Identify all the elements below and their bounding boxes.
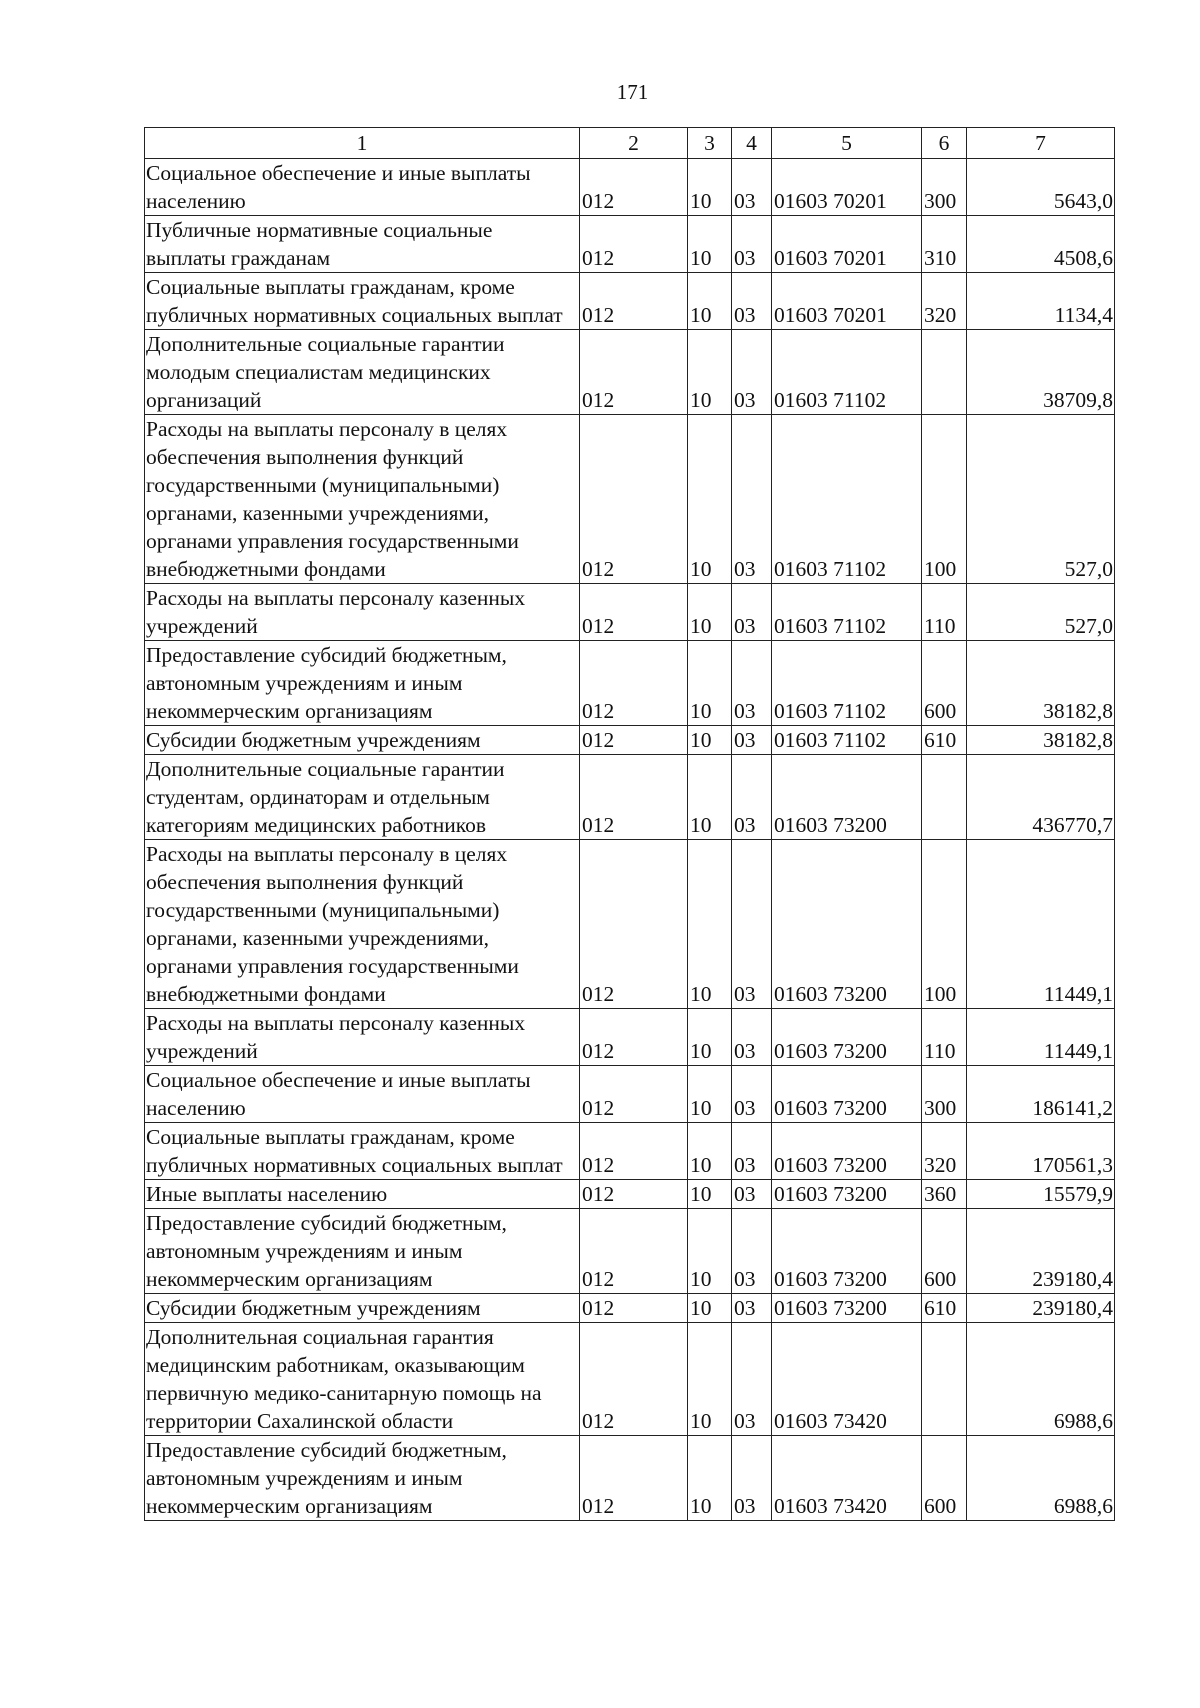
cell-col-6: 300 bbox=[922, 1066, 967, 1123]
header-col-5: 5 bbox=[772, 128, 922, 159]
table-body bbox=[145, 159, 1115, 1521]
cell-col-6: 610 bbox=[922, 726, 967, 755]
cell-col-4: 03 bbox=[732, 726, 772, 755]
page-number: 171 bbox=[616, 80, 649, 104]
cell-col-4: 03 bbox=[732, 1066, 772, 1123]
header-row bbox=[145, 128, 1115, 159]
cell-col-3: 10 bbox=[688, 1180, 732, 1209]
cell-amount: 436770,7 bbox=[967, 755, 1115, 840]
cell-col-6 bbox=[922, 1323, 967, 1436]
table-row bbox=[145, 641, 1115, 726]
table-row bbox=[145, 1009, 1115, 1066]
cell-amount: 38709,8 bbox=[967, 330, 1115, 415]
cell-name: Расходы на выплаты персоналу казенных учреждений bbox=[145, 1009, 580, 1066]
cell-amount: 527,0 bbox=[967, 584, 1115, 641]
cell-name: Социальное обеспечение и иные выплаты населению bbox=[145, 1066, 580, 1123]
header-col-4: 4 bbox=[732, 128, 772, 159]
cell-col-4: 03 bbox=[732, 1009, 772, 1066]
cell-col-3: 10 bbox=[688, 1436, 732, 1521]
header-col-6: 6 bbox=[922, 128, 967, 159]
cell-amount: 239180,4 bbox=[967, 1209, 1115, 1294]
cell-col-5: 01603 70201 bbox=[772, 159, 922, 216]
table-row bbox=[145, 755, 1115, 840]
cell-col-2: 012 bbox=[580, 159, 688, 216]
cell-col-2: 012 bbox=[580, 726, 688, 755]
cell-col-6 bbox=[922, 755, 967, 840]
cell-col-5: 01603 71102 bbox=[772, 330, 922, 415]
cell-col-6: 600 bbox=[922, 641, 967, 726]
table-row bbox=[145, 415, 1115, 584]
cell-col-3: 10 bbox=[688, 1009, 732, 1066]
cell-col-5: 01603 71102 bbox=[772, 641, 922, 726]
cell-col-5: 01603 71102 bbox=[772, 584, 922, 641]
cell-col-4: 03 bbox=[732, 1436, 772, 1521]
cell-col-4: 03 bbox=[732, 840, 772, 1009]
cell-col-3: 10 bbox=[688, 330, 732, 415]
table-row bbox=[145, 584, 1115, 641]
cell-col-3: 10 bbox=[688, 273, 732, 330]
cell-col-2: 012 bbox=[580, 1123, 688, 1180]
cell-col-6 bbox=[922, 330, 967, 415]
cell-col-3: 10 bbox=[688, 1294, 732, 1323]
cell-amount: 1134,4 bbox=[967, 273, 1115, 330]
cell-col-4: 03 bbox=[732, 330, 772, 415]
cell-col-4: 03 bbox=[732, 159, 772, 216]
cell-col-3: 10 bbox=[688, 216, 732, 273]
cell-name: Расходы на выплаты персоналу в целях обеспечения выполнения функций государственными (муниципальными) органами, казенными учреждениями, органами управления государственными внебюджетными фондами bbox=[145, 415, 580, 584]
cell-col-2: 012 bbox=[580, 755, 688, 840]
cell-col-6: 610 bbox=[922, 1294, 967, 1323]
cell-col-4: 03 bbox=[732, 1323, 772, 1436]
cell-col-6: 360 bbox=[922, 1180, 967, 1209]
header-col-2: 2 bbox=[580, 128, 688, 159]
cell-name: Дополнительные социальные гарантии молодым специалистам медицинских организаций bbox=[145, 330, 580, 415]
table-row bbox=[145, 159, 1115, 216]
cell-col-6: 110 bbox=[922, 584, 967, 641]
cell-col-3: 10 bbox=[688, 840, 732, 1009]
cell-col-4: 03 bbox=[732, 216, 772, 273]
cell-col-5: 01603 71102 bbox=[772, 726, 922, 755]
cell-col-5: 01603 73200 bbox=[772, 1294, 922, 1323]
cell-name: Социальные выплаты гражданам, кроме публичных нормативных социальных выплат bbox=[145, 1123, 580, 1180]
table-header bbox=[145, 128, 1115, 159]
header-col-3: 3 bbox=[688, 128, 732, 159]
cell-col-4: 03 bbox=[732, 415, 772, 584]
cell-amount: 4508,6 bbox=[967, 216, 1115, 273]
cell-col-3: 10 bbox=[688, 584, 732, 641]
cell-col-2: 012 bbox=[580, 1209, 688, 1294]
cell-col-6: 100 bbox=[922, 415, 967, 584]
cell-col-5: 01603 73200 bbox=[772, 755, 922, 840]
cell-amount: 6988,6 bbox=[967, 1436, 1115, 1521]
cell-col-5: 01603 73200 bbox=[772, 840, 922, 1009]
table-row bbox=[145, 1209, 1115, 1294]
cell-col-6: 600 bbox=[922, 1436, 967, 1521]
cell-col-4: 03 bbox=[732, 1123, 772, 1180]
cell-col-2: 012 bbox=[580, 641, 688, 726]
cell-col-5: 01603 73200 bbox=[772, 1009, 922, 1066]
cell-col-2: 012 bbox=[580, 216, 688, 273]
cell-col-4: 03 bbox=[732, 584, 772, 641]
table-row bbox=[145, 1294, 1115, 1323]
cell-amount: 239180,4 bbox=[967, 1294, 1115, 1323]
cell-name: Социальные выплаты гражданам, кроме публичных нормативных социальных выплат bbox=[145, 273, 580, 330]
cell-amount: 11449,1 bbox=[967, 1009, 1115, 1066]
table-row bbox=[145, 840, 1115, 1009]
cell-col-3: 10 bbox=[688, 755, 732, 840]
cell-col-2: 012 bbox=[580, 273, 688, 330]
cell-col-3: 10 bbox=[688, 1209, 732, 1294]
cell-col-4: 03 bbox=[732, 1294, 772, 1323]
table-row bbox=[145, 1066, 1115, 1123]
cell-amount: 6988,6 bbox=[967, 1323, 1115, 1436]
cell-col-3: 10 bbox=[688, 159, 732, 216]
cell-col-4: 03 bbox=[732, 273, 772, 330]
table-row bbox=[145, 1180, 1115, 1209]
cell-name: Расходы на выплаты персоналу в целях обеспечения выполнения функций государственными (муниципальными) органами, казенными учреждениями, органами управления государственными внебюджетными фондами bbox=[145, 840, 580, 1009]
cell-col-3: 10 bbox=[688, 1123, 732, 1180]
cell-col-6: 100 bbox=[922, 840, 967, 1009]
cell-col-2: 012 bbox=[580, 1294, 688, 1323]
cell-col-6: 600 bbox=[922, 1209, 967, 1294]
cell-amount: 11449,1 bbox=[967, 840, 1115, 1009]
header-col-7: 7 bbox=[967, 128, 1115, 159]
cell-col-2: 012 bbox=[580, 1009, 688, 1066]
cell-amount: 170561,3 bbox=[967, 1123, 1115, 1180]
cell-col-2: 012 bbox=[580, 584, 688, 641]
table-row bbox=[145, 726, 1115, 755]
cell-col-5: 01603 73420 bbox=[772, 1436, 922, 1521]
cell-col-3: 10 bbox=[688, 415, 732, 584]
cell-col-4: 03 bbox=[732, 1180, 772, 1209]
cell-name: Расходы на выплаты персоналу казенных учреждений bbox=[145, 584, 580, 641]
cell-name: Социальное обеспечение и иные выплаты населению bbox=[145, 159, 580, 216]
cell-name: Предоставление субсидий бюджетным, автономным учреждениям и иным некоммерческим организациям bbox=[145, 1436, 580, 1521]
table-row bbox=[145, 330, 1115, 415]
table-row bbox=[145, 1436, 1115, 1521]
cell-col-6: 320 bbox=[922, 1123, 967, 1180]
cell-col-5: 01603 70201 bbox=[772, 216, 922, 273]
cell-amount: 38182,8 bbox=[967, 641, 1115, 726]
cell-col-3: 10 bbox=[688, 726, 732, 755]
cell-col-2: 012 bbox=[580, 1066, 688, 1123]
cell-name: Публичные нормативные социальные выплаты гражданам bbox=[145, 216, 580, 273]
cell-col-2: 012 bbox=[580, 415, 688, 584]
cell-col-5: 01603 71102 bbox=[772, 415, 922, 584]
cell-amount: 527,0 bbox=[967, 415, 1115, 584]
table-row bbox=[145, 216, 1115, 273]
cell-col-2: 012 bbox=[580, 1436, 688, 1521]
table-row bbox=[145, 273, 1115, 330]
cell-col-5: 01603 70201 bbox=[772, 273, 922, 330]
cell-col-5: 01603 73200 bbox=[772, 1123, 922, 1180]
cell-name: Дополнительные социальные гарантии студентам, ординаторам и отдельным категориям медицинских работников bbox=[145, 755, 580, 840]
cell-col-2: 012 bbox=[580, 840, 688, 1009]
cell-name: Дополнительная социальная гарантия медицинским работникам, оказывающим первичную медико-санитарную помощь на территории Сахалинской области bbox=[145, 1323, 580, 1436]
cell-col-6: 310 bbox=[922, 216, 967, 273]
cell-col-3: 10 bbox=[688, 1066, 732, 1123]
cell-col-2: 012 bbox=[580, 330, 688, 415]
cell-amount: 5643,0 bbox=[967, 159, 1115, 216]
cell-col-6: 110 bbox=[922, 1009, 967, 1066]
cell-amount: 15579,9 bbox=[967, 1180, 1115, 1209]
table-row bbox=[145, 1123, 1115, 1180]
cell-col-6: 300 bbox=[922, 159, 967, 216]
header-col-1: 1 bbox=[145, 128, 580, 159]
cell-col-4: 03 bbox=[732, 1209, 772, 1294]
cell-amount: 38182,8 bbox=[967, 726, 1115, 755]
cell-col-5: 01603 73200 bbox=[772, 1066, 922, 1123]
cell-col-5: 01603 73200 bbox=[772, 1209, 922, 1294]
cell-col-5: 01603 73200 bbox=[772, 1180, 922, 1209]
cell-name: Предоставление субсидий бюджетным, автономным учреждениям и иным некоммерческим организациям bbox=[145, 641, 580, 726]
cell-col-5: 01603 73420 bbox=[772, 1323, 922, 1436]
cell-name: Субсидии бюджетным учреждениям bbox=[145, 1294, 580, 1323]
cell-name: Предоставление субсидий бюджетным, автономным учреждениям и иным некоммерческим организациям bbox=[145, 1209, 580, 1294]
cell-col-2: 012 bbox=[580, 1180, 688, 1209]
table-row bbox=[145, 1323, 1115, 1436]
cell-col-3: 10 bbox=[688, 641, 732, 726]
cell-col-4: 03 bbox=[732, 755, 772, 840]
cell-col-6: 320 bbox=[922, 273, 967, 330]
cell-name: Субсидии бюджетным учреждениям bbox=[145, 726, 580, 755]
budget-table bbox=[144, 127, 1115, 1521]
cell-col-2: 012 bbox=[580, 1323, 688, 1436]
cell-name: Иные выплаты населению bbox=[145, 1180, 580, 1209]
cell-amount: 186141,2 bbox=[967, 1066, 1115, 1123]
cell-col-4: 03 bbox=[732, 641, 772, 726]
cell-col-3: 10 bbox=[688, 1323, 732, 1436]
